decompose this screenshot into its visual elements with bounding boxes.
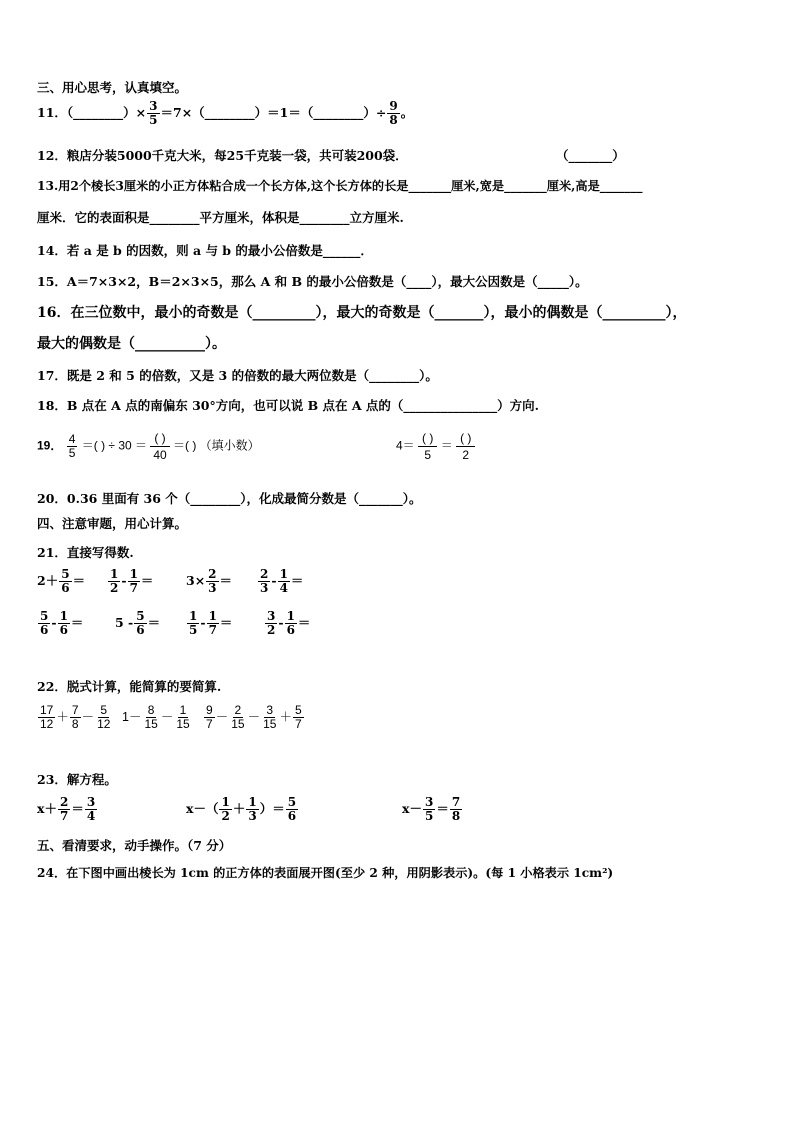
q11-number: 11． (37, 105, 67, 120)
q21-item-4: $\frac{2}{3}$ - $\frac{1}{4}$ ＝ (260, 567, 304, 595)
q19-part-2: ＝( ) （填小数） (173, 438, 260, 453)
q19-equals: ＝ (440, 438, 453, 453)
q19-fraction-blank-2[interactable]: $\frac{( )}{2}$ (456, 430, 475, 463)
q21-item-2: $\frac{1}{2}$ - $\frac{1}{7}$ ＝ (110, 567, 154, 595)
q11-fraction-2: $\frac{9}{8}$ (389, 99, 398, 127)
q21-item-8: $\frac{3}{2}$ - $\frac{1}{6}$ ＝ (267, 609, 311, 637)
q11-fraction-1: $\frac{3}{5}$ (149, 99, 158, 127)
q19-fraction-blank-40[interactable]: $\frac{( )}{40}$ (150, 430, 169, 463)
q12-answer-blank[interactable]: （_______） (556, 148, 625, 163)
q23-equation-1: x＋ $\frac{2}{7}$ ＝ $\frac{3}{4}$ (37, 795, 96, 823)
q21-item-6: 5 - $\frac{5}{6}$ ＝ (115, 609, 161, 637)
q21-item-5: $\frac{5}{6}$ - $\frac{1}{6}$ ＝ (40, 609, 84, 637)
q12-text: 12．粮店分装5000千克大米，每25千克装一袋，共可装200袋． (37, 148, 408, 163)
question-13-line-2: 厘米．它的表面积是________平方厘米，体积是________立方厘米. (37, 210, 404, 225)
q22-expression-3: $\frac{9}{7}$ － $\frac{2}{15}$ － $\frac{3}{15}$ ＋ $\frac{5}{7}$ (206, 703, 302, 731)
section-5-title: 五、看清要求，动手操作。（7 分） (37, 838, 232, 853)
question-11 (37, 100, 413, 127)
question-19 (37, 430, 260, 463)
question-13-line-1: 13.用2个棱长3厘米的小正方体粘合成一个长方体,这个长方体的长是_______厘米,宽是_______厘米,高是_______ (37, 179, 643, 193)
question-19-right (396, 430, 475, 463)
section-3-title: 三、用心思考，认真填空。 (37, 80, 188, 95)
question-21-title: 21．直接写得数. (37, 545, 134, 560)
question-16-line-1: 16．在三位数中，最小的奇数是（_________），最大的奇数是（_______），最小的偶数是（_________）， (37, 305, 687, 321)
question-23-title: 23．解方程。 (37, 772, 117, 787)
question-14: 14．若 a 是 b 的因数，则 a 与 b 的最小公倍数是______． (37, 243, 373, 258)
q11-end: 。 (400, 105, 414, 120)
question-15: 15．A＝7×3×2，B＝2×3×5，那么 A 和 B 的最小公倍数是（____），最大公因数是（_____）。 (37, 274, 588, 289)
q19-fraction-4-5: $\frac{4}{5}$ (68, 432, 76, 460)
q19-fraction-blank-5[interactable]: $\frac{( )}{5}$ (418, 430, 437, 463)
question-12 (37, 146, 408, 164)
q11-middle: ＝7×（________）＝1＝（________）÷ (160, 105, 387, 120)
section-4-title: 四、注意审题，用心计算。 (37, 516, 188, 531)
question-22-title: 22．脱式计算，能简算的要简算. (37, 679, 222, 694)
question-18: 18．B 点在 A 点的南偏东 30°方向，也可以说 B 点在 A 点的（_______________）方向. (37, 398, 539, 413)
q21-item-7: $\frac{1}{5}$ - $\frac{1}{7}$ ＝ (189, 609, 233, 637)
q11-times: × (135, 105, 147, 120)
q23-equation-3: x－ $\frac{3}{5}$ ＝ $\frac{7}{8}$ (402, 795, 461, 823)
q22-expression-1: $\frac{17}{12}$ ＋ $\frac{7}{8}$ － $\frac{5}{12}$ (40, 703, 111, 731)
question-16-line-2: 最大的偶数是（__________）。 (37, 336, 226, 352)
q23-equation-2: x－（ $\frac{1}{2}$ ＋ $\frac{1}{3}$ ）＝ $\frac{5}{6}$ (186, 795, 297, 823)
q19-number: 19． (37, 438, 63, 453)
q21-item-1: 2＋ $\frac{5}{6}$ ＝ (37, 567, 86, 595)
question-24: 24．在下图中画出棱长为 1cm 的正方体的表面展开图(至少 2 种，用阴影表示)。(每 1 小格表示 1cm²) (37, 866, 614, 880)
question-20: 20．0.36 里面有 36 个（________），化成最简分数是（_______）。 (37, 491, 422, 506)
q11-blank-1[interactable]: （________） (66, 105, 136, 120)
q21-item-3: 3× $\frac{2}{3}$ ＝ (186, 567, 233, 595)
question-17: 17．既是 2 和 5 的倍数，又是 3 的倍数的最大两位数是（________）。 (37, 368, 438, 383)
q19-part-3: 4＝ (396, 438, 415, 453)
q22-expression-2: 1－ $\frac{8}{15}$ － $\frac{1}{15}$ (122, 703, 190, 731)
q19-part-1: ＝( ) ÷ 30 ＝ (81, 438, 147, 453)
